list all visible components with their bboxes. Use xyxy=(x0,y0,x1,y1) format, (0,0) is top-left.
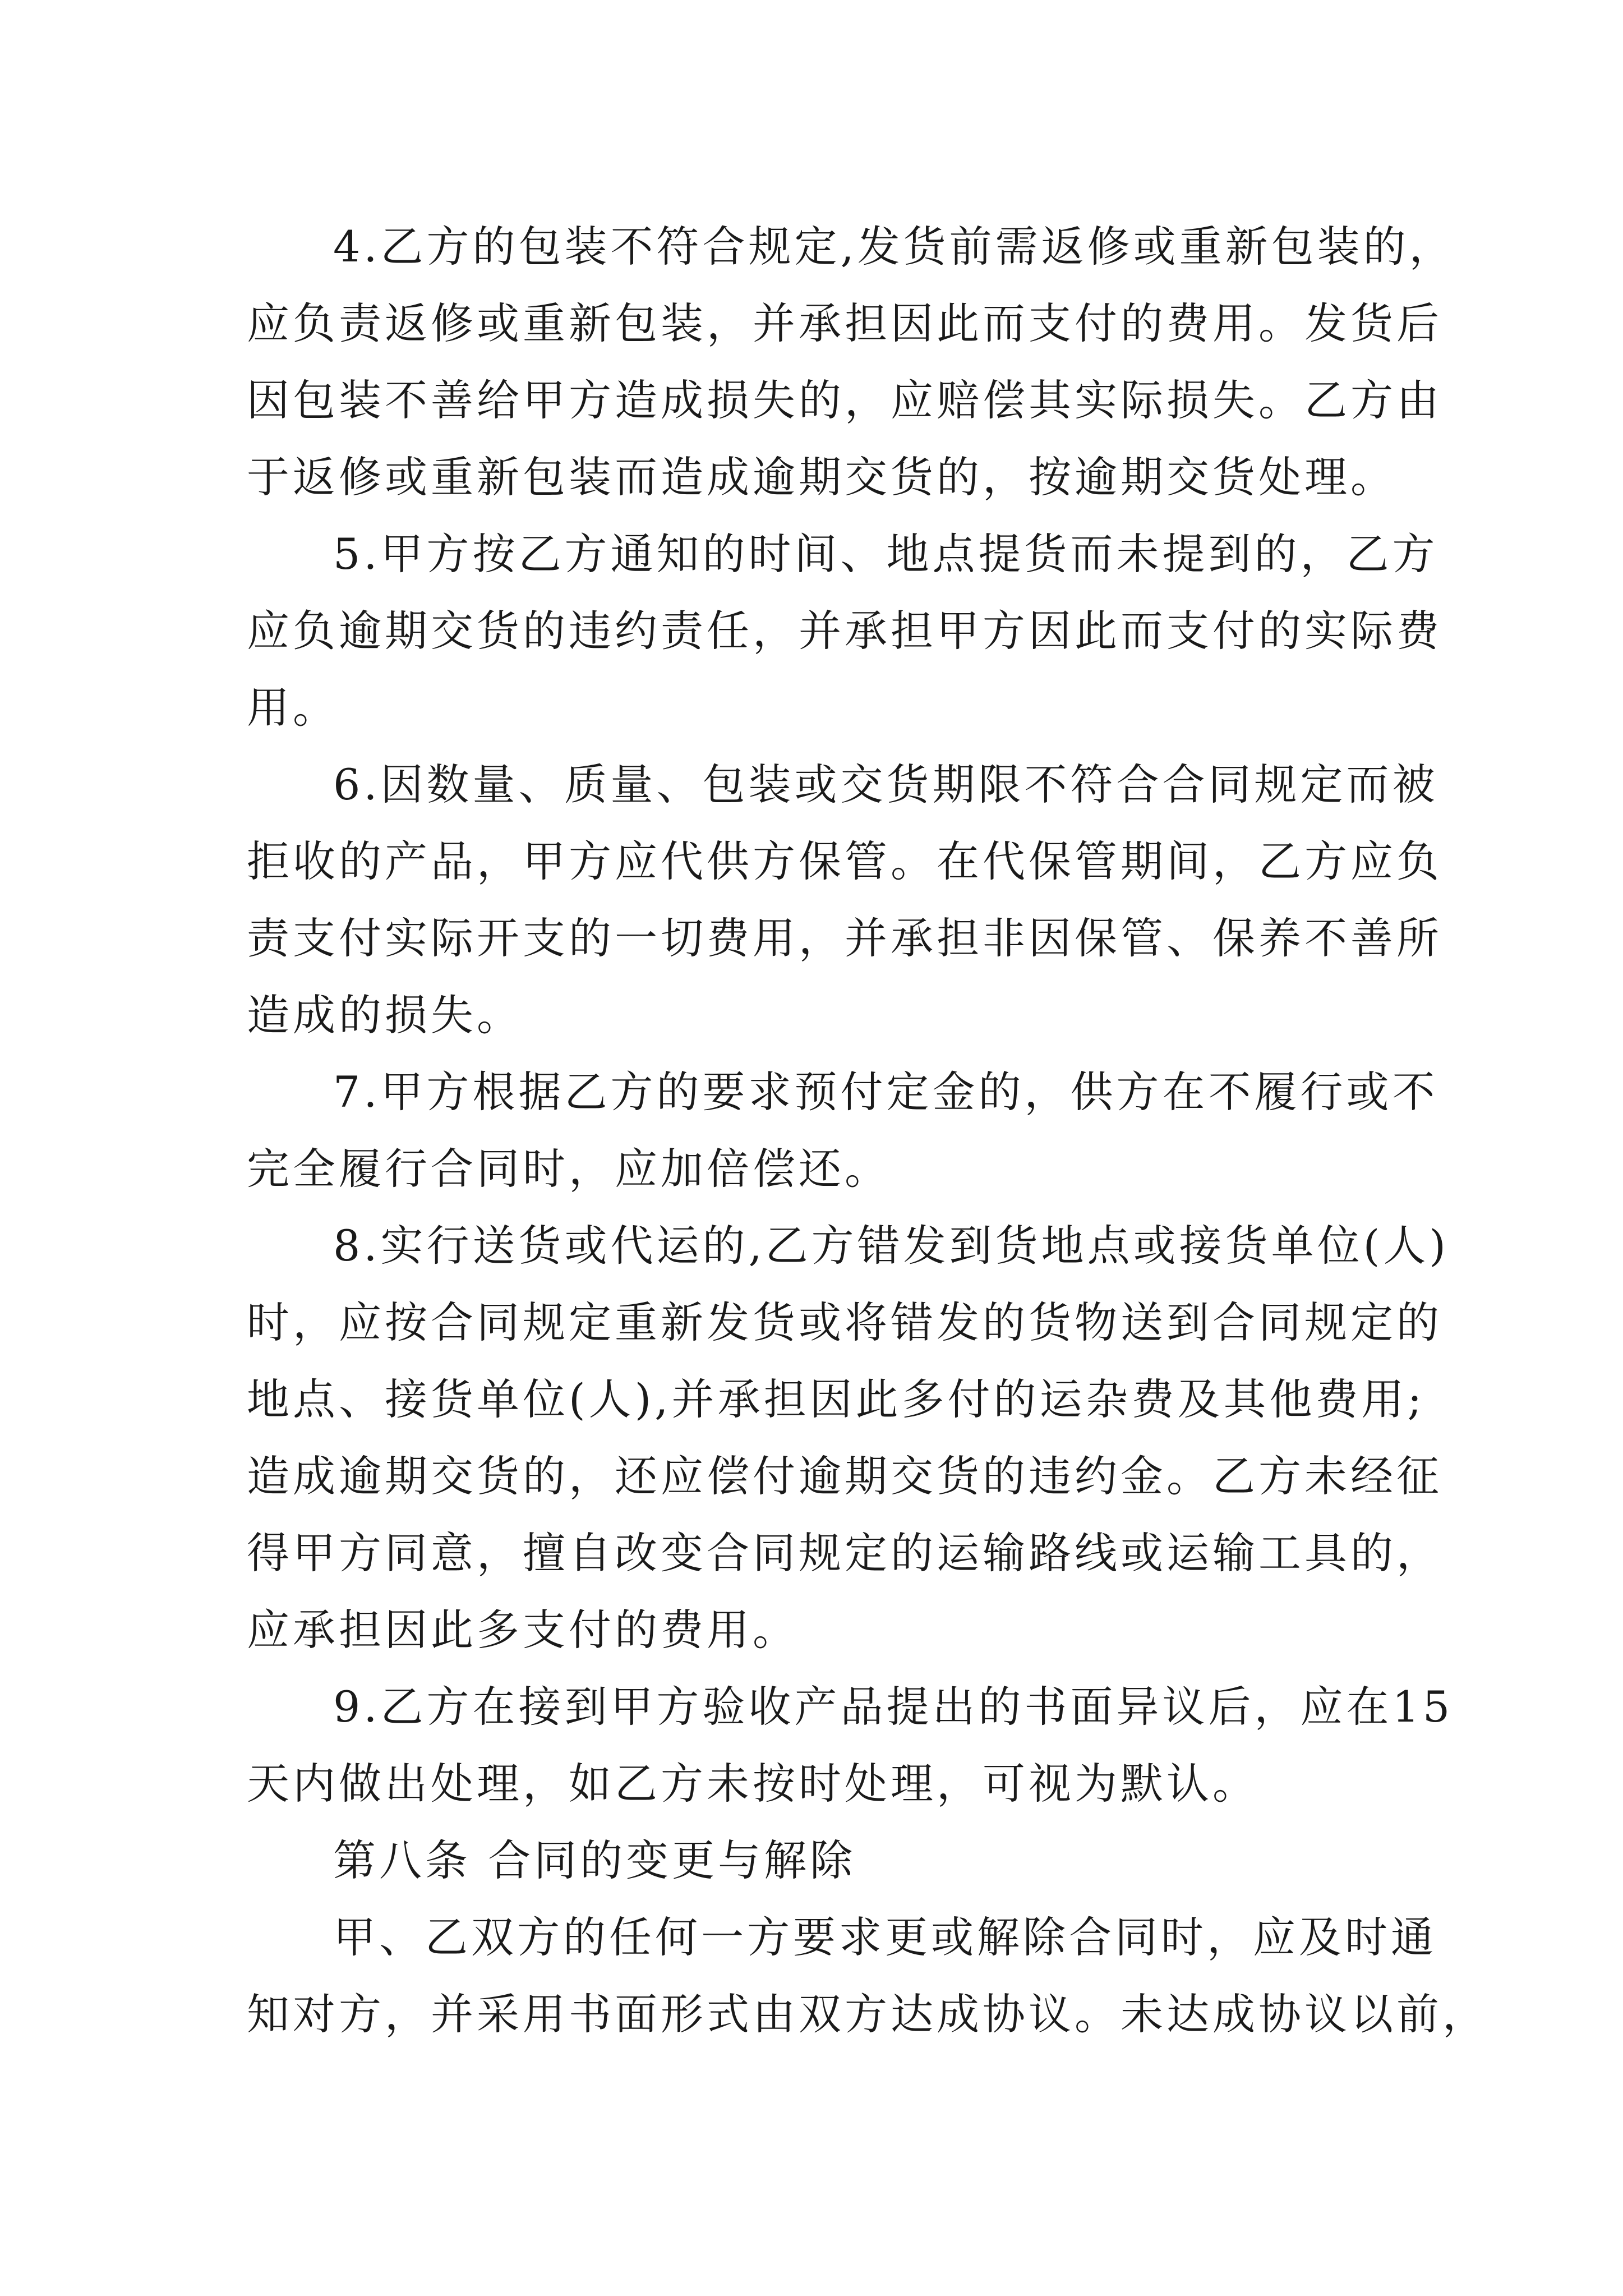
text-line: 6.因数量、质量、包装或交货期限不符合合同规定而被 xyxy=(333,760,1438,809)
text-line: 于返修或重新包装而造成逾期交货的，按逾期交货处理。 xyxy=(247,452,1396,502)
text-line: 责支付实际开支的一切费用，并承担非因保管、保养不善所 xyxy=(247,913,1442,963)
text-line: 天内做出处理，如乙方未按时处理，可视为默认。 xyxy=(247,1759,1258,1809)
text-line: 应负逾期交货的违约责任，并承担甲方因此而支付的实际费 xyxy=(247,606,1442,656)
text-line: 4.乙方的包装不符合规定,发货前需返修或重新包装的， xyxy=(333,222,1455,272)
text-line: 知对方，并采用书面形式由双方达成协议。未达成协议以前， xyxy=(247,1989,1488,2039)
text-line: 5.甲方按乙方通知的时间、地点提货而未提到的，乙方 xyxy=(333,529,1438,579)
text-line: 应承担因此多支付的费用。 xyxy=(247,1605,799,1655)
text-line: 用。 xyxy=(247,683,339,733)
text-line: 因包装不善给甲方造成损失的，应赔偿其实际损失。乙方由 xyxy=(247,375,1442,425)
text-line: 甲、乙双方的任何一方要求更或解除合同时，应及时通 xyxy=(333,1912,1437,1962)
text-line: 9.乙方在接到甲方验收产品提出的书面异议后，应在15 xyxy=(333,1682,1454,1732)
section-heading: 第八条 合同的变更与解除 xyxy=(333,1835,856,1885)
text-line: 造成逾期交货的，还应偿付逾期交货的违约金。乙方未经征 xyxy=(247,1451,1442,1501)
text-line: 完全履行合同时，应加倍偿还。 xyxy=(247,1144,891,1194)
text-line: 造成的损失。 xyxy=(247,990,523,1040)
text-line: 应负责返修或重新包装，并承担因此而支付的费用。发货后 xyxy=(247,298,1442,348)
text-line: 时，应按合同规定重新发货或将错发的货物送到合同规定的 xyxy=(247,1297,1442,1347)
text-line: 7.甲方根据乙方的要求预付定金的，供方在不履行或不 xyxy=(333,1067,1438,1117)
text-line: 地点、接货单位(人),并承担因此多付的运杂费及其他费用; xyxy=(247,1374,1426,1424)
text-line: 得甲方同意，擅自改变合同规定的运输路线或运输工具的， xyxy=(247,1528,1442,1578)
text-line: 8.实行送货或代运的,乙方错发到货地点或接货单位(人) xyxy=(333,1221,1449,1271)
text-line: 拒收的产品，甲方应代供方保管。在代保管期间，乙方应负 xyxy=(247,836,1442,886)
